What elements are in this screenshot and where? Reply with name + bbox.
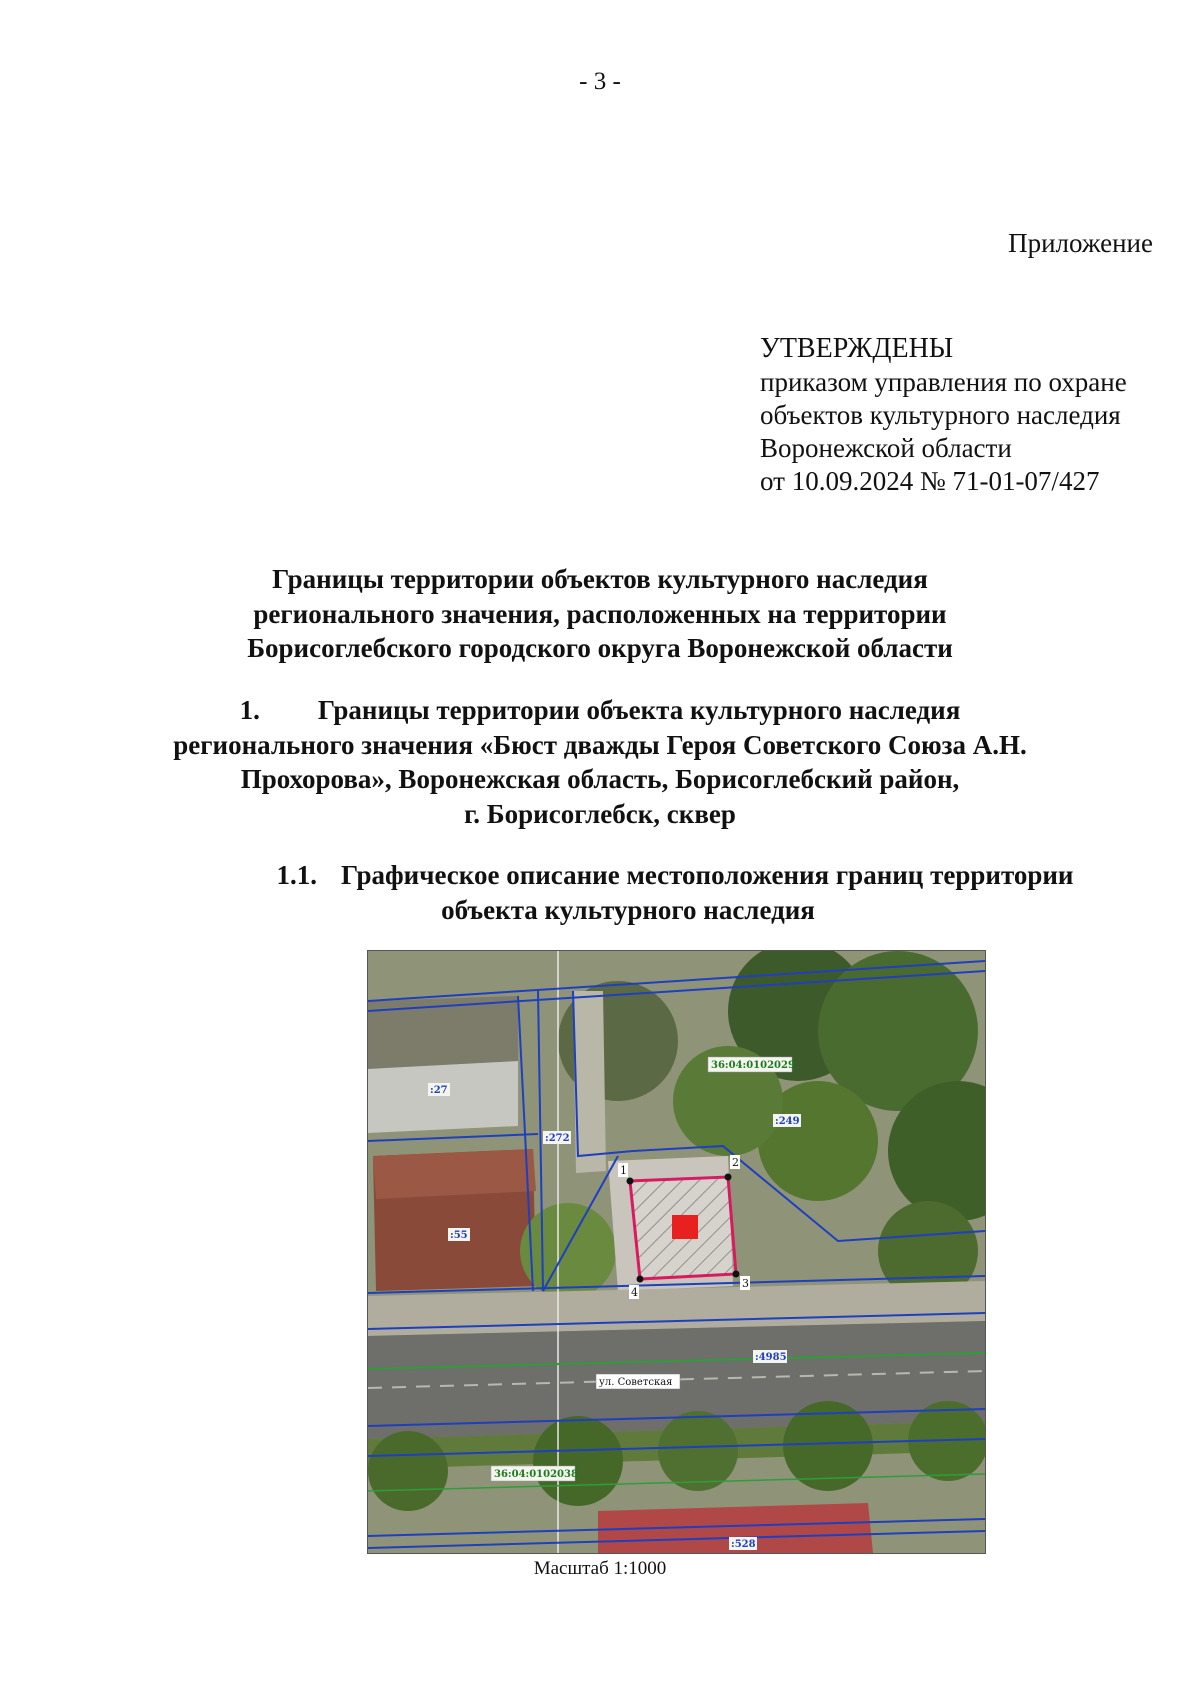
section-line: Графическое описание местоположения границ территории (341, 860, 1074, 890)
appendix-label: Приложение (1008, 228, 1153, 258)
approval-block (760, 332, 1127, 498)
point-label: 1 (620, 1164, 627, 1177)
boundary-map (367, 950, 986, 1554)
section-line: г. Борисоглебск, сквер (464, 798, 736, 829)
page-number: - 3 - (579, 68, 621, 95)
street-label: ул. Советская (599, 1377, 673, 1388)
section-line: Прохорова», Воронежская область, Борисоглебский район, (240, 764, 960, 795)
parcel-label: :528 (731, 1539, 756, 1550)
approval-line: приказом управления по охране (760, 367, 1127, 398)
document-title (0, 562, 1200, 666)
approval-line: Воронежской области (760, 433, 1012, 464)
monument-marker (672, 1215, 698, 1239)
title-line: Борисоглебского городского округа Воронежской области (247, 633, 953, 664)
section-line: объекта культурного наследия (441, 894, 815, 925)
parcel-label: :272 (545, 1133, 570, 1144)
section-line: Границы территории объекта культурного наследия (317, 695, 961, 725)
section-1-heading (0, 693, 1200, 831)
parking-lot (368, 1061, 518, 1133)
section-number: 1.1. (276, 860, 317, 890)
approval-heading: УТВЕРЖДЕНЫ (760, 333, 954, 364)
parcel-label: :249 (775, 1116, 800, 1127)
cadastral-quarter-label: 36:04:0102038 (494, 1469, 578, 1480)
section-number: 1. (239, 695, 260, 725)
approval-date-number: от 10.09.2024 № 71-01-07/427 (760, 465, 1100, 496)
parcel-label: :27 (430, 1085, 448, 1096)
section-line: регионального значения «Бюст дважды Героя Советского Союза А.Н. (173, 729, 1027, 760)
parcel-label: :55 (450, 1230, 468, 1241)
point-label: 2 (732, 1156, 739, 1169)
point-label: 4 (631, 1286, 638, 1299)
aerial-map-svg (368, 951, 985, 1553)
title-line: регионального значения, расположенных на территории (253, 598, 947, 629)
parcel-label: :4985 (755, 1352, 787, 1363)
scale-caption: Масштаб 1:1000 (533, 1558, 667, 1579)
cadastral-quarter-label: 36:04:0102029 (711, 1060, 795, 1071)
section-1-1-heading (0, 858, 1200, 927)
title-line: Границы территории объектов культурного наследия (272, 564, 928, 594)
approval-line: объектов культурного наследия (760, 400, 1121, 431)
point-label: 3 (742, 1277, 749, 1290)
